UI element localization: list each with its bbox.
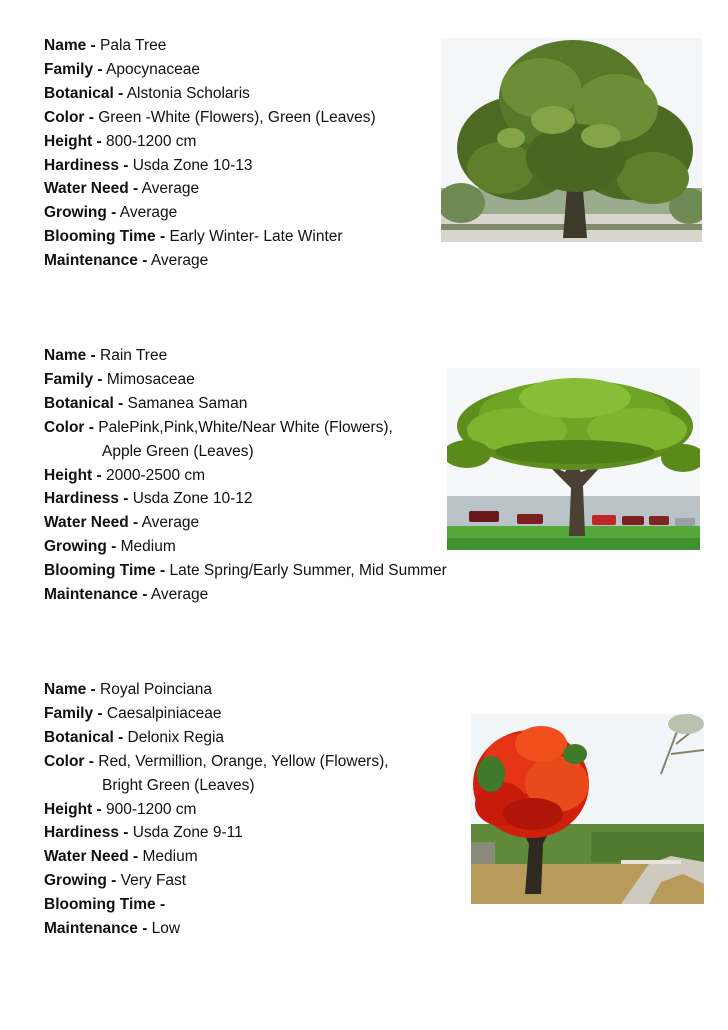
field-label: Family - [44, 370, 103, 388]
field-label: Color - [44, 108, 94, 126]
field-label: Water Need - [44, 514, 139, 532]
field-label: Name - [44, 681, 96, 698]
field-botanical [44, 726, 524, 750]
field-value: Average [150, 586, 209, 604]
field-value: Alstonia Scholaris [126, 84, 250, 102]
field-value: Average [141, 180, 200, 198]
field-label: Family - [44, 60, 103, 78]
field-blooming-time [44, 893, 524, 917]
field-label: Botanical - [44, 394, 124, 412]
field-label: Botanical - [44, 728, 124, 746]
field-value: Usda Zone 10-12 [132, 490, 253, 508]
field-label: Growing - [44, 204, 117, 222]
field-value: Very Fast [120, 872, 187, 890]
field-value: Low [151, 920, 181, 938]
field-label: Name - [44, 347, 96, 364]
field-value: Pala Tree [100, 37, 167, 54]
field-value: 900-1200 cm [106, 800, 197, 818]
field-label: Growing - [44, 872, 117, 890]
field-maintenance [44, 583, 524, 607]
field-value-continuation: Bright Green (Leaves) [102, 776, 255, 794]
field-growing [44, 869, 524, 893]
field-label: Botanical - [44, 84, 124, 102]
field-label: Maintenance - [44, 586, 148, 604]
field-value: Usda Zone 9-11 [132, 824, 243, 842]
field-maintenance [44, 249, 524, 273]
field-value: Average [150, 252, 209, 270]
field-label: Height - [44, 132, 102, 150]
field-label: Blooming Time - [44, 562, 166, 580]
field-label: Hardiness - [44, 156, 129, 174]
field-label: Color - [44, 418, 94, 436]
field-value: Samanea Saman [127, 394, 248, 412]
field-value: Apocynaceae [106, 60, 200, 78]
field-value: Caesalpiniaceae [106, 704, 222, 722]
field-label: Name - [44, 37, 96, 54]
rain-tree-photo [447, 368, 700, 550]
field-value: Early Winter- Late Winter [169, 228, 343, 246]
field-value: Red, Vermillion, Orange, Yellow (Flowers), [98, 752, 389, 770]
field-value: Royal Poinciana [100, 681, 213, 698]
field-label: Maintenance - [44, 252, 148, 270]
field-label: Hardiness - [44, 824, 129, 842]
field-label: Water Need - [44, 848, 139, 866]
field-value: Average [141, 514, 200, 532]
field-value: 800-1200 cm [106, 132, 197, 150]
royal-poinciana-photo [471, 714, 704, 904]
field-label: Height - [44, 466, 102, 484]
field-value: PalePink,Pink,White/Near White (Flowers), [98, 418, 393, 436]
field-label: Height - [44, 800, 102, 818]
pala-tree-photo [441, 38, 702, 242]
field-value: Average [119, 204, 178, 222]
field-name [44, 678, 524, 702]
field-hardiness [44, 821, 524, 845]
field-value: Green -White (Flowers), Green (Leaves) [98, 108, 376, 126]
field-value: Usda Zone 10-13 [132, 156, 253, 174]
field-label: Color - [44, 752, 94, 770]
field-label: Family - [44, 704, 103, 722]
field-value: Late Spring/Early Summer, Mid Summer [169, 562, 447, 580]
field-value: Medium [120, 538, 176, 556]
field-maintenance [44, 917, 524, 941]
field-blooming-time [44, 559, 524, 583]
field-label: Growing - [44, 538, 117, 556]
field-name [44, 344, 524, 368]
field-label: Water Need - [44, 180, 139, 198]
field-value: Rain Tree [100, 347, 168, 364]
field-label: Hardiness - [44, 490, 129, 508]
field-label: Maintenance - [44, 920, 148, 938]
tree-fields [44, 678, 524, 941]
field-family [44, 702, 524, 726]
field-label: Blooming Time - [44, 228, 166, 246]
field-label: Blooming Time - [44, 896, 166, 914]
field-water-need [44, 845, 524, 869]
field-color [44, 750, 524, 798]
field-value-continuation: Apple Green (Leaves) [102, 442, 254, 460]
field-value: Mimosaceae [106, 370, 195, 388]
field-value: Medium [142, 848, 198, 866]
field-height [44, 798, 524, 822]
field-value: 2000-2500 cm [106, 466, 206, 484]
field-value: Delonix Regia [127, 728, 225, 746]
